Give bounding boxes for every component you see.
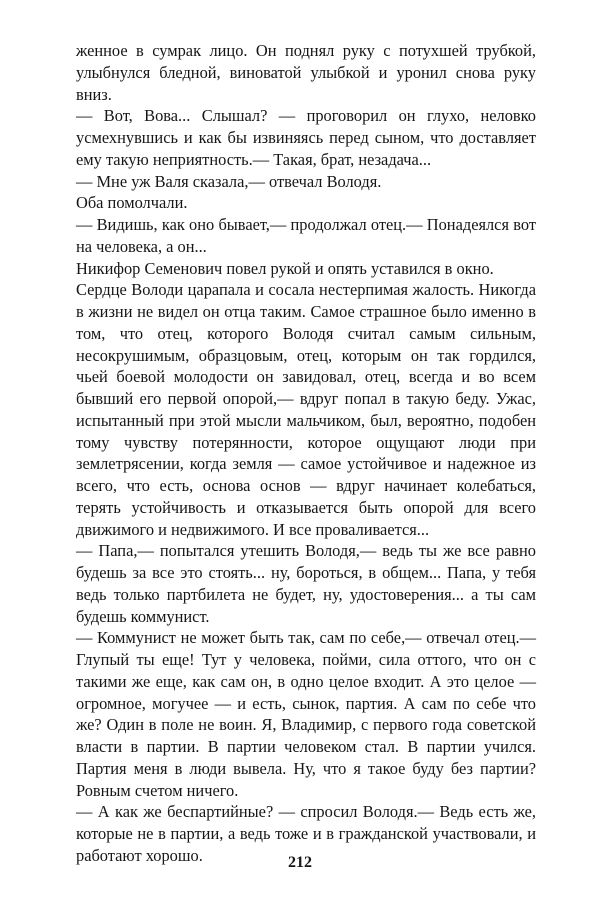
page-number: 212 [288, 854, 312, 871]
paragraph: — Коммунист не может быть так, сам по себе,— отвечал отец.— Глупый ты еще! Тут у человека, пойми, сила оттого, что он с такими же еще, как сам он, в одно целое входит. А это целое — огромное, могучее — и есть, сынок, партия. А сам по себе что же? Один в поле не воин. Я, Владимир, с первого года советской власти в партии. В партии человеком стал. В партии учился. Партия меня в люди вывела. Ну, что я такое буду без партии? Ровным счетом ничего. [76, 628, 536, 800]
page-text [76, 40, 536, 867]
paragraph: — Мне уж Валя сказала,— отвечал Володя. [76, 171, 382, 191]
paragraph: Оба помолчали. [76, 193, 188, 213]
paragraph: — А как же беспартийные? — спросил Володя.— Ведь есть же, которые не в партии, а ведь тоже и в гражданской участвовали, и работают хорошо. [76, 802, 536, 865]
paragraph: — Видишь, как оно бывает,— продолжал отец.— Понадеялся вот на человека, а он... [76, 215, 536, 256]
paragraph: — Вот, Вова... Слышал? — проговорил он глухо, неловко усмехнувшись и как бы извиняясь перед сыном, что доставляет ему такую неприятность.— Такая, брат, незадача... [76, 106, 536, 169]
paragraph: Сердце Володи царапала и сосала нестерпимая жалость. Никогда в жизни не видел он отца таким. Самое страшное было именно в том, что отец, которого Володя считал самым сильным, несокрушимым, образцовым, отец, которым он так гордился, чьей боевой молодости он завидовал, отец, всегда и во всем бывший его первой опорой,— вдруг попал в такую беду. Ужас, испытанный при этой мысли мальчиком, был, вероятно, подобен тому чувству потерянности, которое ощущают люди при землетрясении, когда земля — самое устойчивое и надежное из всего, что есть, основа основ — вдруг начинает колебаться, терять устойчивость и отказывается быть опорой для всего движимого и недвижимого. И все проваливается... [76, 280, 536, 539]
paragraph: женное в сумрак лицо. Он поднял руку с потухшей трубкой, улыбнулся бледной, виноватой улыбкой и уронил снова руку вниз. [76, 41, 536, 104]
paragraph: Никифор Семенович повел рукой и опять уставился в окно. [76, 258, 494, 278]
paragraph: — Папа,— попытался утешить Володя,— ведь ты же все равно будешь за все это стоять... ну, бороться, в общем... Папа, у тебя ведь только партбилета не будет, ну, удостоверения... а ты сам будешь коммунист. [76, 541, 536, 626]
